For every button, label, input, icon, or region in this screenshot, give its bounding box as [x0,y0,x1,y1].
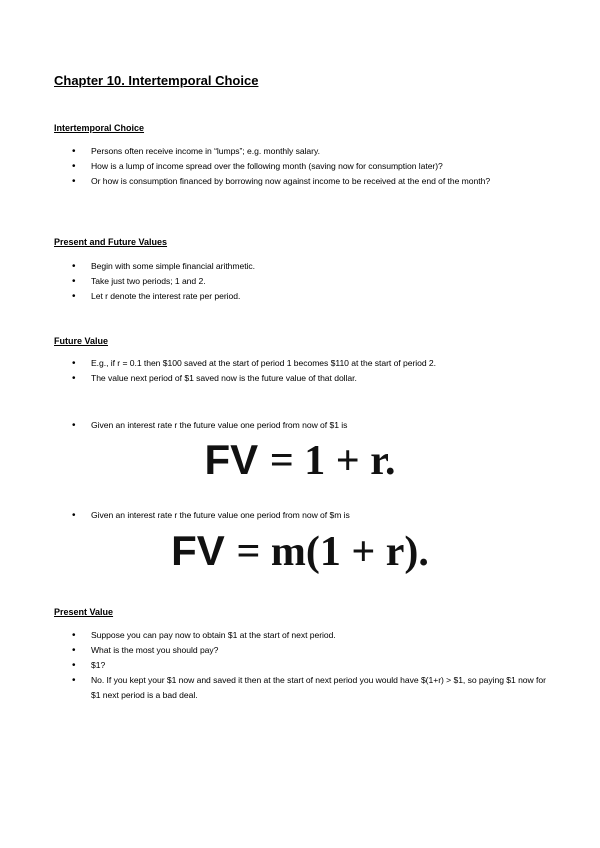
future-value-formula2-bullet [72,508,552,523]
list-item: • Given an interest rate r the future value one period from now of $1 is [72,418,552,433]
list-item: • How is a lump of income spread over the following month (saving now for consumption later)? [72,159,552,174]
list-item: • Given an interest rate r the future value one period from now of $m is [72,508,552,523]
intertemporal-bullet-list [72,144,552,189]
list-item: • Take just two periods; 1 and 2. [72,274,552,289]
formula-future-value-m-dollars [0,525,600,578]
section-heading-future-value: Future Value [54,336,109,346]
section-heading-present-future-values: Present and Future Values [54,237,168,247]
chapter-title: Chapter 10. Intertemporal Choice [54,73,259,88]
list-item: • Or how is consumption financed by borrowing now against income to be received at the end of the month? [72,174,552,189]
list-item: • $1? [72,658,552,673]
list-item: • Begin with some simple financial arithmetic. [72,259,552,274]
future-value-bullet-list [72,356,552,386]
formula-rhs: = 1 + r. [269,438,396,484]
list-item: • Suppose you can pay now to obtain $1 at the start of next period. [72,628,552,643]
formula-rhs: = m(1 + r). [236,529,429,575]
section-heading-present-value: Present Value [54,607,114,617]
formula-lhs: FV [204,436,259,483]
future-value-formula1-bullet [72,418,552,433]
list-item: • What is the most you should pay? [72,643,552,658]
formula-future-value-one-dollar [0,434,600,487]
list-item: • No. If you kept your $1 now and saved it then at the start of next period you would have $(1+r) > $1, so paying $1 now for $1 next period is a bad deal. [72,673,552,703]
list-item: • Persons often receive income in “lumps”; e.g. monthly salary. [72,144,552,159]
section-heading-intertemporal-choice: Intertemporal Choice [54,123,145,133]
list-item: • The value next period of $1 saved now is the future value of that dollar. [72,371,552,386]
present-future-bullet-list [72,259,552,304]
list-item: • Let r denote the interest rate per period. [72,289,552,304]
list-item: • E.g., if r = 0.1 then $100 saved at the start of period 1 becomes $110 at the start of period 2. [72,356,552,371]
formula-lhs: FV [171,527,225,574]
present-value-bullet-list [72,628,552,703]
